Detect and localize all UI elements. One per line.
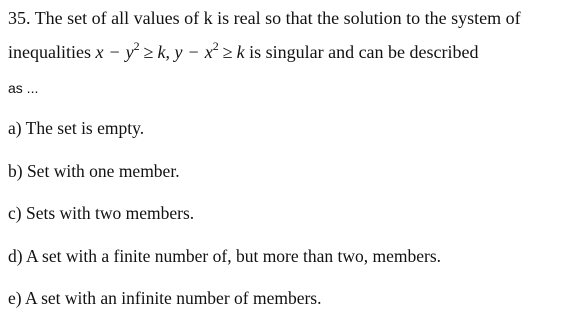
question-number: 35. [8, 8, 31, 28]
option-text: Set with one member. [26, 161, 180, 181]
question-stem-line-3: as ... [8, 80, 39, 96]
option-label: d) [8, 246, 23, 266]
question-stem-line-1 [8, 7, 521, 29]
inequality-separator: , [165, 42, 171, 62]
option-label: e) [8, 288, 22, 308]
option-label: a) [8, 118, 22, 138]
question-text-line-1: The set of all values of k is real so that the solution to the system of [34, 8, 521, 28]
option-text: A set with an infinite number of members. [25, 288, 322, 308]
option-text: The set is empty. [25, 118, 145, 138]
option-text: Sets with two members. [25, 203, 195, 223]
option-d[interactable] [8, 245, 441, 267]
question-stem-line-2 [8, 41, 479, 63]
inequality-2: $y - x^2 \ge k$ [174, 39, 245, 62]
option-a[interactable] [8, 117, 144, 139]
question-text-tail: is singular and can be described [249, 42, 479, 62]
option-b[interactable] [8, 160, 180, 182]
option-text: A set with a finite number of, but more than two, members. [26, 246, 442, 266]
question-text-lead: inequalities [8, 42, 91, 62]
option-label: c) [8, 203, 22, 223]
option-c[interactable] [8, 202, 194, 224]
option-e[interactable] [8, 287, 322, 309]
option-label: b) [8, 161, 23, 181]
inequality-1: $x - y^2 \ge k$ [95, 39, 166, 62]
